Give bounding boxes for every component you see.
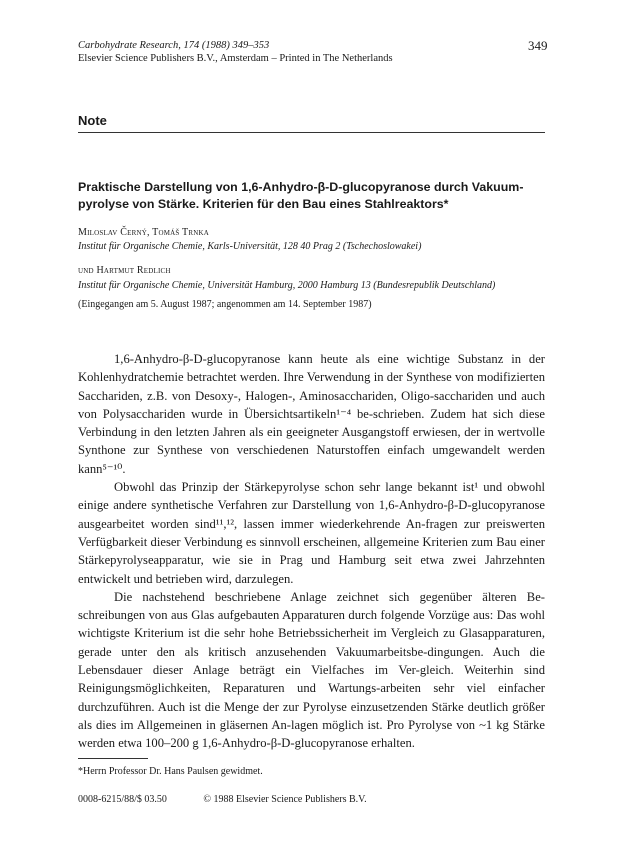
page-number: 349 bbox=[528, 38, 548, 53]
issn-code: 0008-6215/88/$ 03.50 bbox=[78, 794, 167, 805]
paragraph-2: Obwohl das Prinzip der Stärkepyrolyse schon sehr lange bekannt ist¹ und obwohl einige andere synthetische Verfahren zur Darstellung von 1,6-Anhydro-β-D-glucopyranose ausgearbeitet worden sind¹¹,¹², lassen immer wiederkehrende An-fragen zur preiswerten Verfügbarkeit dieser Verbindung es sinnvoll erscheinen, allgemeine Kriterien zum Bau einer Stärkepyrolyseapparatur, wie sie in Prag und Hamburg seit etwa zwei Jahrzehnten entwickelt und betrieben wird, darzulegen. bbox=[78, 480, 545, 586]
publisher-line: Elsevier Science Publishers B.V., Amsterdam – Printed in The Netherlands bbox=[78, 53, 393, 64]
paragraph-1: 1,6-Anhydro-β-D-glucopyranose kann heute als eine wichtige Substanz in der Kohlenhydratchemie betrachtet werden. Ihre Verwendung in der Synthese von modifizierten Sacchariden, z.B. von Desoxy-, Halogen-, Aminosacchariden, Oligo-sacchariden und auch von Polysacchariden wurde in Übersichtsartikeln¹⁻⁴ be-schrieben. Zudem hat sich diese Verbindung in den letzten Jahren als ein geeigneter Ausgangstoff erwiesen, der in wertvolle Synthone zur Synthese von verschiedenen Naturstoffen einfach umgewandelt werden kann⁵⁻¹⁰. bbox=[78, 352, 545, 476]
journal-citation: Carbohydrate Research, 174 (1988) 349–353 bbox=[78, 40, 270, 51]
section-label: Note bbox=[78, 113, 107, 128]
footnote-rule bbox=[78, 758, 148, 759]
institution-prague: Institut für Organische Chemie, Karls-Universität, 128 40 Prag 2 (Tschechoslowakei) bbox=[78, 241, 422, 252]
authors-primary: Miloslav Černý, Tomáš Trnka bbox=[78, 227, 209, 238]
received-dates: (Eingegangen am 5. August 1987; angenommen am 14. September 1987) bbox=[78, 299, 372, 310]
article-title: Praktische Darstellung von 1,6-Anhydro-β-D-glucopyranose durch Vakuum-pyrolyse von Stärke. Kriterien für den Bau eines Stahlreaktors* bbox=[78, 180, 524, 211]
copyright-line bbox=[78, 794, 367, 805]
authors-secondary: und Hartmut Redlich bbox=[78, 265, 171, 276]
copyright-notice: © 1988 Elsevier Science Publishers B.V. bbox=[203, 794, 367, 805]
header-rule bbox=[78, 132, 545, 133]
paragraph-3: Die nachstehend beschriebene Anlage zeichnet sich gegenüber älteren Be-schreibungen von aus Glas aufgebauten Apparaturen durch folgende Vorzüge aus: Das wohl wichtigste Kriterium ist die sehr hohe Betriebssicherheit im Vergleich zu Glasapparaturen, gerade unter den als kritisch anzusehenden Vakuumarbeitsbe-dingungen. Auch die Lebensdauer dieser Anlage beträgt ein Vielfaches im Ver-gleich. Weiterhin sind Reinigungsmöglichkeiten, Reparaturen und Wartungs-arbeiten sehr viel einfacher durchzuführen. Auch ist die Menge der zur Pyrolyse einzusetzenden Stärke deutlich größer als dies im Allgemeinen in gläsernen An-lagen möglich ist. Pro Pyrolyse von ~1 kg Stärke werden etwa 100–200 g 1,6-Anhydro-β-D-glucopyranose erhalten. bbox=[78, 589, 545, 751]
body-text bbox=[78, 350, 545, 753]
footnote-dedication: *Herrn Professor Dr. Hans Paulsen gewidmet. bbox=[78, 766, 263, 777]
institution-hamburg: Institut für Organische Chemie, Universität Hamburg, 2000 Hamburg 13 (Bundesrepublik Deutschland) bbox=[78, 280, 496, 291]
